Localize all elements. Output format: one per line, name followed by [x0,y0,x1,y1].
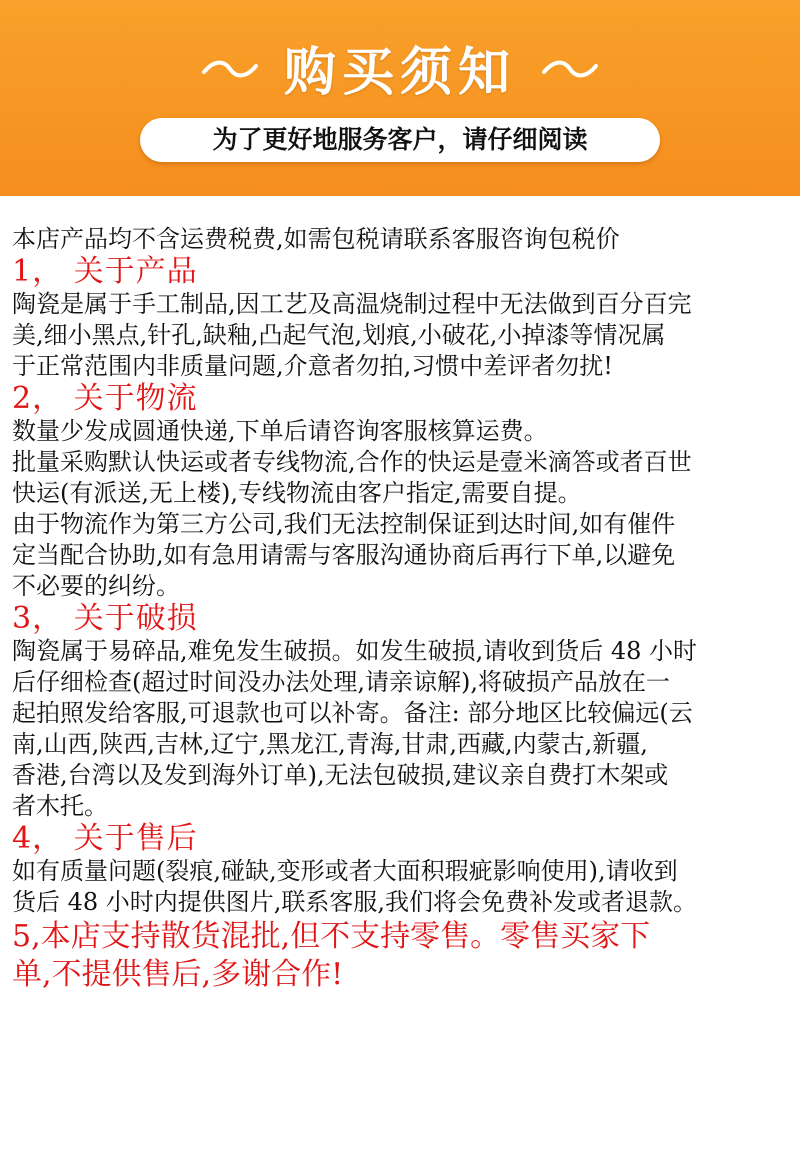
section-product [12,255,786,382]
section-line: 快运(有派送,无上楼),专线物流由客户指定,需要自提。 [12,479,582,507]
section-line: 不必要的纠纷。 [12,572,180,600]
section-line: 陶瓷是属于手工制品,因工艺及高温烧制过程中无法做到百分百完 [12,290,692,318]
section-line: 定当配合协助,如有急用请需与客服沟通协商后再行下单,以避免 [12,541,676,569]
section-line: 后仔细检查(超过时间没办法处理,请亲谅解),将破损产品放在一 [12,668,670,696]
final-notice-line: 5,本店支持散货混批,但不支持零售。零售买家下 [12,919,651,954]
section-wholesale-notice [12,918,786,994]
section-heading: 1， 关于产品 [12,254,198,289]
section-line: 起拍照发给客服,可退款也可以补寄。备注: 部分地区比较偏远(云 [12,699,693,727]
section-heading: 4， 关于售后 [12,821,198,856]
page-title: 购买须知 [283,42,516,103]
section-line: 如有质量问题(裂痕,碰缺,变形或者大面积瑕疵影响使用),请收到 [12,857,678,885]
section-line: 南,山西,陕西,吉林,辽宁,黑龙江,青海,甘肃,西藏,内蒙古,新疆, [12,730,648,758]
section-line: 由于物流作为第三方公司,我们无法控制保证到达时间,如有催件 [12,510,676,538]
section-heading: 2， 关于物流 [12,381,198,416]
section-line: 于正常范围内非质量问题,介意者勿拍,习惯中差评者勿扰! [12,352,613,380]
section-heading: 3， 关于破损 [12,601,198,636]
section-line: 货后 48 小时内提供图片,联系客服,我们将会免费补发或者退款。 [12,888,698,916]
notice-content [0,196,800,994]
section-damage [12,602,786,822]
header-banner [0,0,800,196]
section-line: 者木托。 [12,792,108,820]
section-line: 美,细小黑点,针孔,缺釉,凸起气泡,划痕,小破花,小掉漆等情况属 [12,321,666,349]
final-notice-line: 单,不提供售后,多谢合作! [12,957,344,992]
section-line: 香港,台湾以及发到海外订单),无法包破损,建议亲自费打木架或 [12,761,669,789]
section-after-sales [12,822,786,918]
section-line: 陶瓷属于易碎品,难免发生破损。如发生破损,请收到货后 48 小时 [12,637,698,665]
subtitle-badge: 为了更好地服务客户，请仔细阅读 [140,118,660,162]
section-logistics [12,382,786,602]
decorative-wave-right-icon [540,58,600,80]
intro-text: 本店产品均不含运费税费,如需包税请联系客服咨询包税价 [12,225,620,253]
section-line: 批量采购默认快运或者专线物流,合作的快运是壹米滴答或者百世 [12,448,692,476]
section-line: 数量少发成圆通快递,下单后请咨询客服核算运费。 [12,417,548,445]
